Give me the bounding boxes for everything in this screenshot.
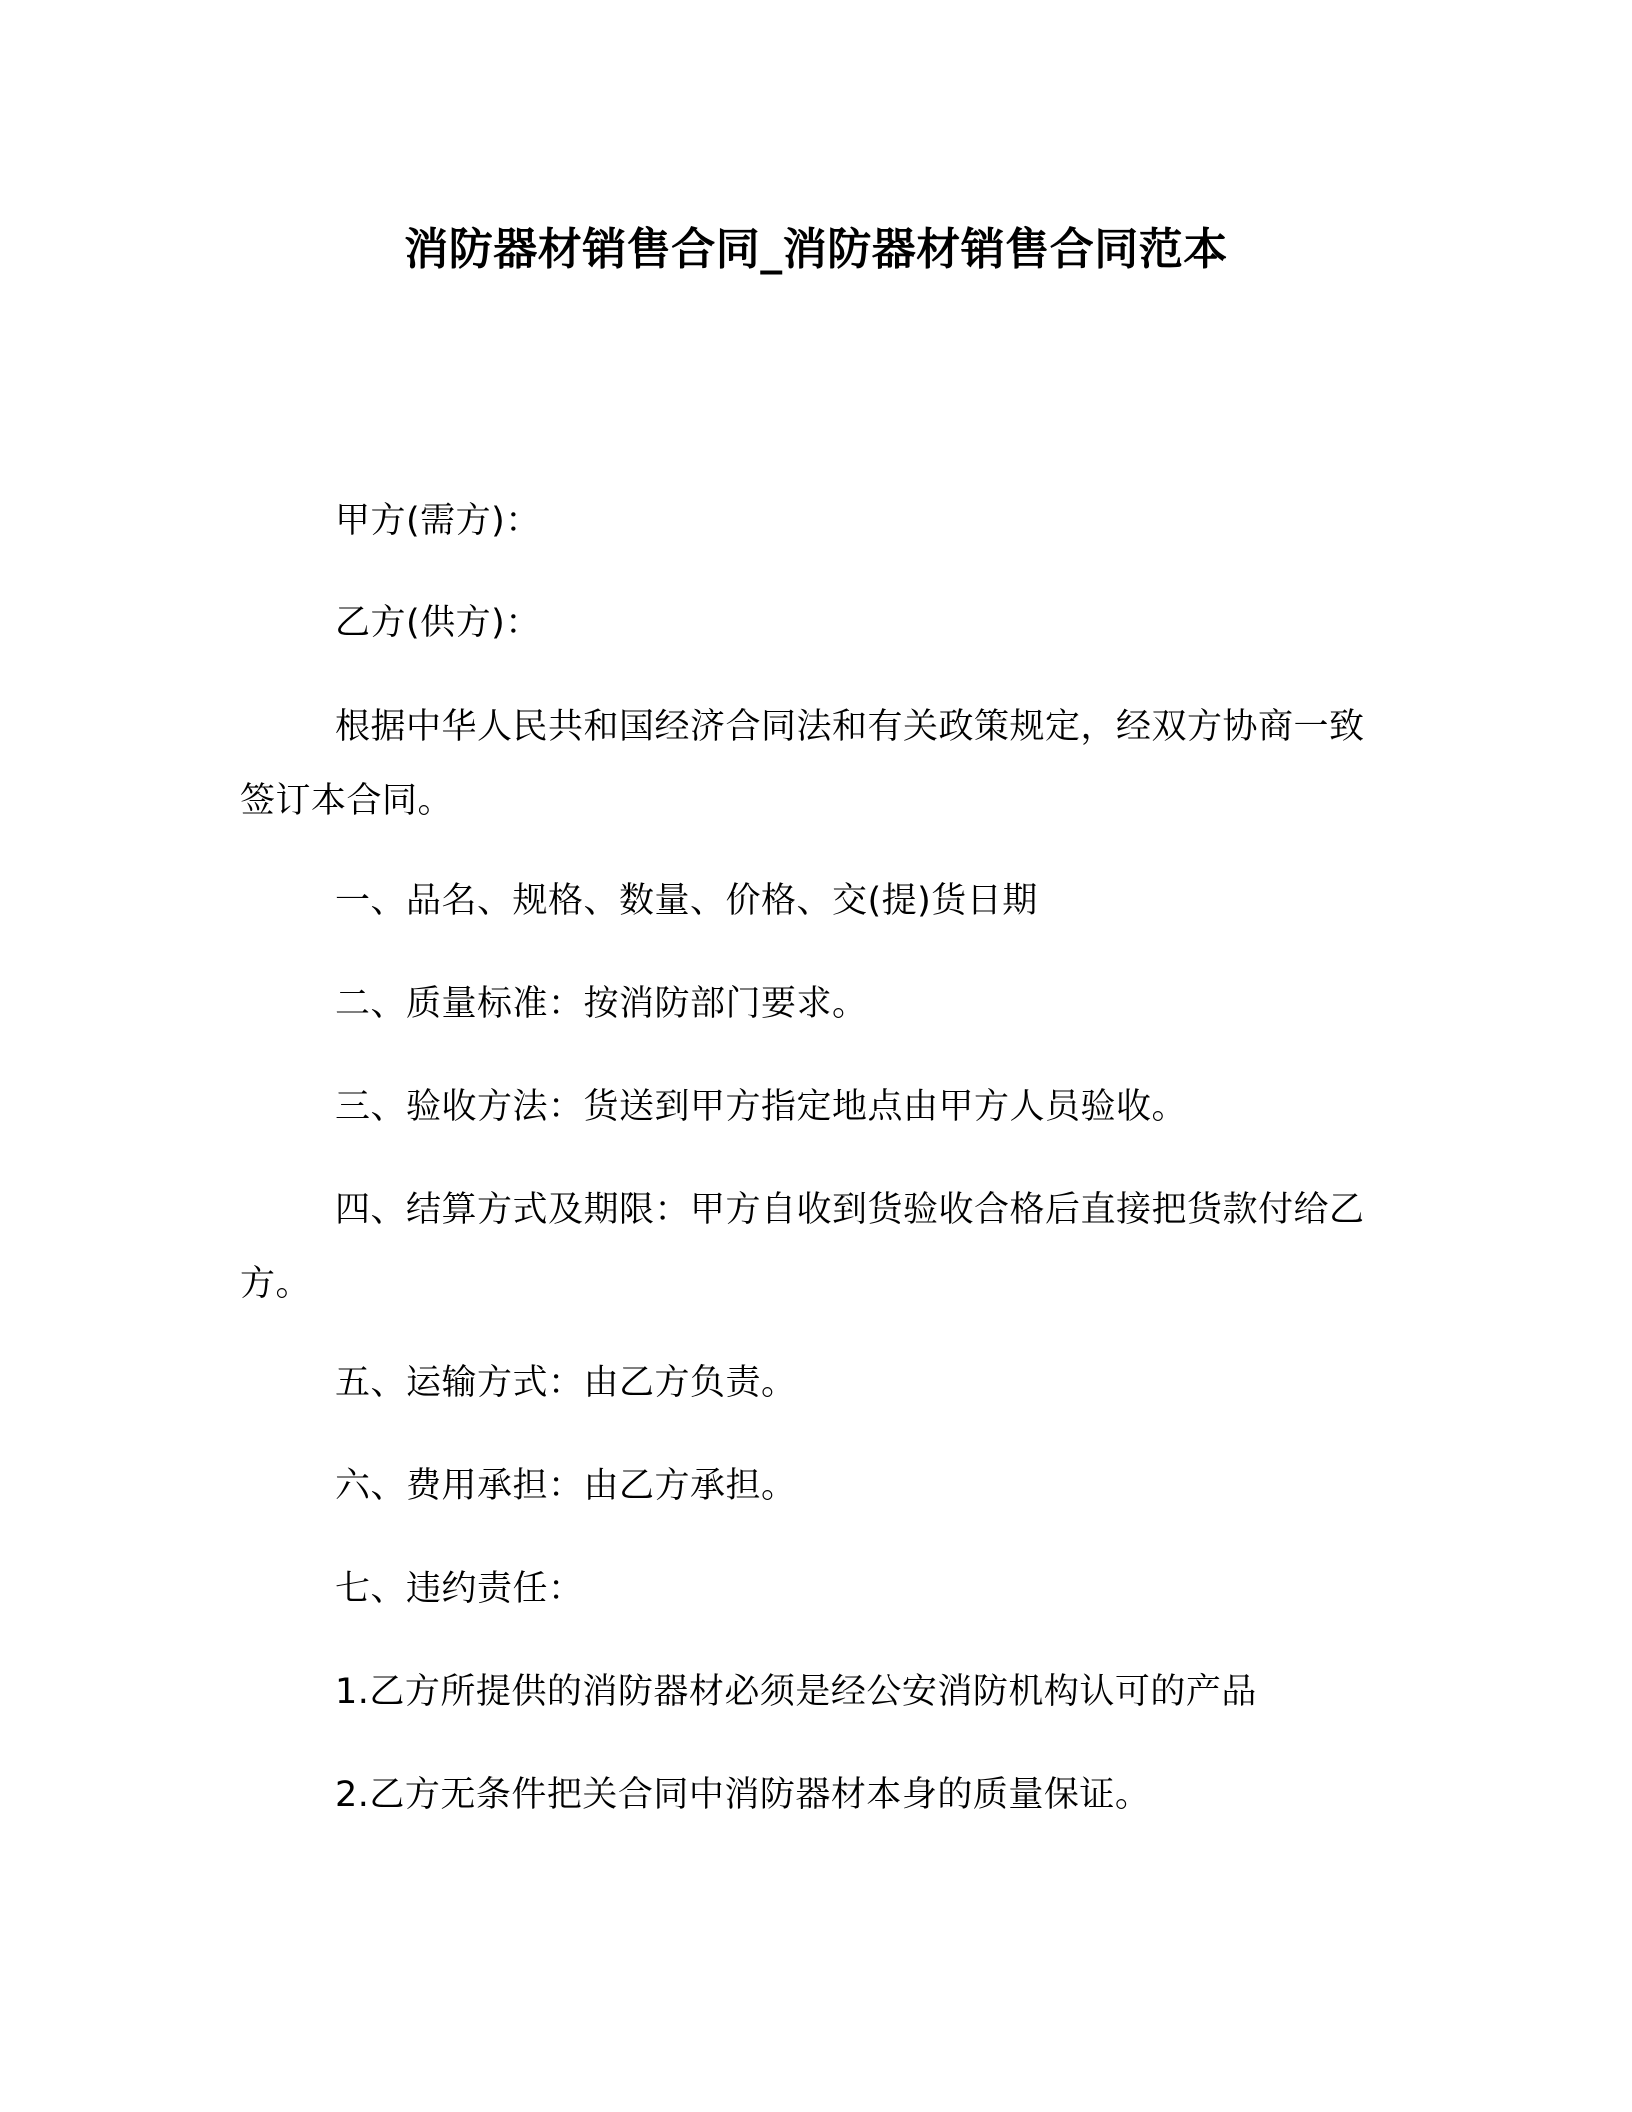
sub-item-2: 2.乙方无条件把关合同中消防器材本身的质量保证。 (335, 1775, 1151, 1815)
clause-7: 七、违约责任： (335, 1569, 584, 1609)
party-b-line: 乙方(供方)： (335, 603, 541, 643)
clause-6: 六、费用承担：由乙方承担。 (335, 1466, 797, 1506)
party-a-line: 甲方(需方)： (335, 501, 541, 541)
clause-4: 四、结算方式及期限：甲方自收到货验收合格后直接把货款付给乙方。 (240, 1190, 1365, 1304)
document-title: 消防器材销售合同_消防器材销售合同范本 (404, 224, 1228, 275)
clause-5: 五、运输方式：由乙方负责。 (335, 1363, 797, 1403)
clause-1: 一、品名、规格、数量、价格、交(提)货日期 (335, 881, 1038, 921)
clause-2: 二、质量标准：按消防部门要求。 (335, 984, 868, 1024)
sub-item-1: 1.乙方所提供的消防器材必须是经公安消防机构认可的产品 (335, 1672, 1257, 1712)
intro-paragraph: 根据中华人民共和国经济合同法和有关政策规定，经双方协商一致签订本合同。 (240, 707, 1365, 821)
clause-3: 三、验收方法：货送到甲方指定地点由甲方人员验收。 (335, 1087, 1188, 1127)
